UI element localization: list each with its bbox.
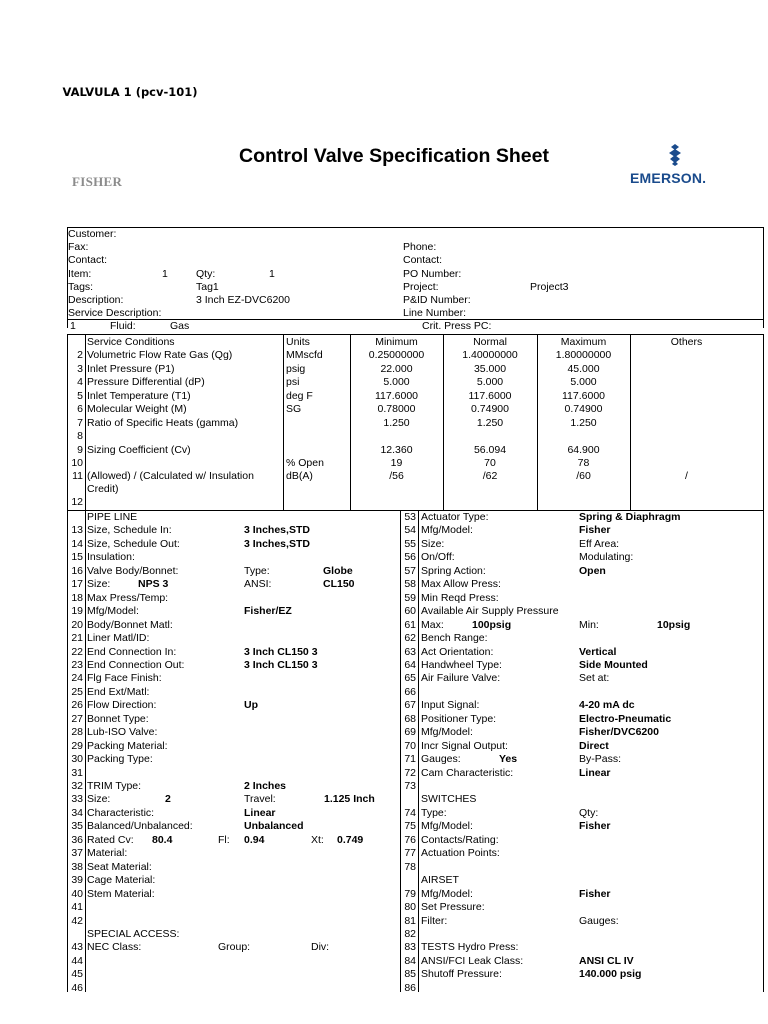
field-label: Material: [87,847,128,860]
field-label: Packing Type: [87,753,153,766]
field-label: Max: [421,618,444,631]
row-number: 13 [71,524,83,537]
field-label: Set Pressure: [421,901,485,914]
row-number: 55 [404,537,416,550]
field-value: Fisher [579,524,611,537]
field-value: Fisher [579,887,611,900]
field-value: By-Pass: [579,753,622,766]
row-number: 21 [71,632,83,645]
row-number: 28 [71,726,83,739]
minimum-cell: 12.360 [380,444,413,456]
field-value: 4-20 mA dc [579,699,635,712]
row-number: 85 [404,968,416,981]
row-number: 56 [404,551,416,564]
row-number: 81 [404,914,416,927]
tags-label: Tags: [68,281,94,293]
row-number: 12 [71,496,83,508]
field-value: Type: [244,564,270,577]
row-number: 41 [71,901,83,914]
row-number: 20 [71,618,83,631]
emerson-logo: EMERSON. [630,170,707,186]
minimum-cell: 0.78000 [377,403,416,415]
normal-cell: /62 [482,470,498,482]
field-value: 0.94 [244,833,265,846]
service-condition-label: Inlet Temperature (T1) [87,390,191,402]
row-number: 70 [404,739,416,752]
row-number: 82 [404,927,416,940]
document-heading: VALVULA 1 (pcv-101) [62,85,198,99]
field-label: PIPE LINE [87,511,138,523]
row-number: 14 [71,537,83,550]
row-number: 61 [404,618,416,631]
sheet-title: Control Valve Specification Sheet [239,145,549,167]
field-value: Side Mounted [579,658,648,671]
row-number: 33 [71,793,83,806]
field-label: Input Signal: [421,699,480,712]
minimum-cell: 5.000 [383,376,410,388]
field-label: Mfg/Model: [87,605,139,618]
row-number: 9 [77,444,83,456]
item-value: 1 [162,268,168,280]
field-value: 2 Inches [244,780,287,792]
field-label: Min Reqd Press: [421,591,499,604]
service-condition-label: Pressure Differential (dP) [87,376,205,388]
minimum-cell: 19 [390,457,403,469]
project-label: Project: [403,281,439,293]
field-label: Handwheel Type: [421,658,502,671]
row-number: 3 [77,363,83,375]
row-number: 31 [71,766,83,779]
field-label: Mfg/Model: [421,887,473,900]
field-value: CL150 [323,578,355,591]
normal-cell: 70 [484,457,496,469]
row-number: 30 [71,753,83,766]
field-label: Bonnet Type: [87,712,149,725]
field-label: End Ext/Matl: [87,685,150,698]
field-value: Open [579,564,606,577]
field-label: Size: [421,537,445,550]
field-label: Incr Signal Output: [421,739,508,752]
item-label: Item: [68,268,92,280]
row-number: 86 [404,981,416,994]
field-label: Size: [87,578,111,591]
field-label: TESTS Hydro Press: [421,941,519,954]
maximum-cell: 1.250 [570,417,597,429]
maximum-cell: 0.74900 [564,403,603,415]
field-label: Spring Action: [421,564,486,577]
service-condition-label: Ratio of Specific Heats (gamma) [87,417,239,429]
field-label: Mfg/Model: [421,726,473,739]
field-label: SWITCHES [421,793,477,806]
row-number: 25 [71,685,83,698]
field-label: On/Off: [421,551,455,564]
maximum-cell: /60 [576,470,591,482]
fisher-logo: FISHER [72,174,123,189]
field-value: Travel: [244,793,276,806]
field-value: Fisher [579,820,611,833]
field-value: 1.125 Inch [324,793,375,806]
service-condition-label: Sizing Coefficient (Cv) [87,444,191,456]
normal-cell: 0.74900 [471,403,509,415]
service-condition-label: Volumetric Flow Rate Gas (Qg) [87,349,233,361]
row-number: 35 [71,820,83,833]
field-label: Bench Range: [421,632,488,645]
field-label: Rated Cv: [87,833,134,846]
field-label: Seat Material: [87,860,152,873]
xt-label: Xt: [311,833,324,846]
row-number: 67 [404,699,416,712]
field-label: Contacts/Rating: [421,833,499,846]
row-number: 66 [404,685,416,698]
row-number: 59 [404,591,416,604]
row-number: 40 [71,887,83,900]
field-label: Mfg/Model: [421,524,473,537]
units-cell: % Open [286,457,324,469]
field-value: 80.4 [152,833,173,846]
row-number: 4 [77,376,83,388]
field-value: 100psig [472,618,512,631]
normal-cell: 35.000 [473,363,507,375]
col-header-minimum: Minimum [375,336,418,348]
field-value: Modulating: [579,551,634,564]
row-number: 54 [404,524,416,537]
field-value: Qty: [579,806,599,819]
field-value: 3 Inch CL150 3 [244,645,318,658]
field-value: Vertical [579,645,617,658]
field-label: SPECIAL ACCESS: [87,927,180,940]
maximum-cell: 5.000 [570,376,597,388]
field-value: ANSI: [244,578,272,591]
field-label: Size, Schedule Out: [87,537,180,550]
row-number: 17 [71,578,83,591]
row-number: 23 [71,658,83,671]
div-label: Div: [311,941,330,954]
fax-label: Fax: [68,241,89,253]
row-number: 16 [71,564,83,577]
row-number: 68 [404,712,416,725]
project-value: Project3 [530,281,569,293]
row-number: 77 [404,847,416,860]
field-label: NEC Class: [87,941,142,954]
field-value: Globe [323,564,353,577]
row-number: 8 [77,430,83,442]
service-description-label: Service Description: [68,307,162,319]
maximum-cell: 78 [577,457,590,469]
row-number: 39 [71,874,83,887]
phone-label: Phone: [403,241,437,253]
row-number: 5 [77,390,83,402]
field-label: Lub-ISO Valve: [87,726,158,739]
col-header-service: Service Conditions [87,336,175,348]
service-condition-label: Molecular Weight (M) [87,403,187,415]
maximum-cell: 45.000 [567,363,600,375]
row-number: 38 [71,860,83,873]
row-number: 75 [404,820,416,833]
field-value: ANSI CL IV [579,954,634,967]
description-label: Description: [68,294,124,306]
field-label: Gauges: [421,753,461,766]
field-label: Insulation: [87,551,135,564]
others-cell: / [685,470,688,482]
field-value: Unbalanced [244,820,304,833]
po-number-label: PO Number: [403,268,462,280]
units-cell: dB(A) [286,470,313,482]
field-value: Fisher/EZ [244,605,292,618]
description-value: 3 Inch EZ-DVC6200 [196,294,290,306]
field-value: Fisher/DVC6200 [579,726,659,739]
contact2-label: Contact: [403,254,443,266]
row-number: 19 [71,605,83,618]
row-number: 71 [404,753,416,766]
field-value: 3 Inches,STD [244,537,310,550]
field-label: Max Press/Temp: [87,591,169,604]
normal-cell: 1.40000000 [462,349,518,361]
field-value: NPS 3 [138,578,169,591]
row-number: 83 [404,941,416,954]
maximum-cell: 117.6000 [561,390,605,402]
field-label: Stem Material: [87,887,155,900]
qty-value: 1 [269,268,275,280]
row-number: 44 [71,954,83,967]
minimum-cell: /56 [389,470,404,482]
field-label: Packing Material: [87,739,168,752]
field-label: Air Failure Valve: [421,672,501,685]
field-label: End Connection Out: [87,658,185,671]
crit-press-label: Crit. Press PC: [422,320,492,332]
field-label: Act Orientation: [421,645,494,658]
field-label: Actuator Type: [421,511,489,523]
row-number: 64 [404,658,416,671]
field-label: Available Air Supply Pressure [421,605,559,618]
minimum-cell: 117.6000 [374,390,418,402]
service-condition-label: Inlet Pressure (P1) [87,363,175,375]
field-label: Type: [421,806,447,819]
row-number: 46 [71,981,83,994]
field-value: Gauges: [579,914,619,927]
qty-label: Qty: [196,268,216,280]
field-label: Balanced/Unbalanced: [87,820,193,833]
contact-label: Contact: [68,254,108,266]
emerson-diamond-icon [664,143,686,167]
field-value: Eff Area: [579,537,620,550]
normal-cell: 1.250 [476,417,504,429]
units-cell: psig [286,363,306,375]
row-number: 76 [404,833,416,846]
row-number: 80 [404,901,416,914]
row-number: 15 [71,551,83,564]
row-number: 29 [71,739,83,752]
row-number: 18 [71,591,83,604]
col-header-others: Others [670,336,703,348]
field-label: ANSI/FCI Leak Class: [421,954,524,967]
minimum-cell: 0.25000000 [368,349,425,361]
row-number: 34 [71,806,83,819]
row-number: 11 [72,470,83,482]
field-label: Valve Body/Bonnet: [87,564,179,577]
field-value: Spring & Diaphragm [579,511,681,523]
group-label: Group: [218,941,251,954]
row-number: 72 [404,766,416,779]
row-number: 22 [71,645,83,658]
row-number: 7 [77,417,83,429]
row-number: 10 [71,457,83,469]
row-number: 2 [77,349,83,361]
row-number: 45 [71,968,83,981]
field-label: TRIM Type: [87,780,142,792]
field-value: Direct [579,739,609,752]
row-number: 43 [71,941,83,954]
normal-cell: 5.000 [476,376,504,388]
minimum-cell: 22.000 [380,363,413,375]
field-label: Size, Schedule In: [87,524,172,537]
field-label: End Connection In: [87,645,177,658]
field-label: AIRSET [421,874,459,887]
field-value: 0.749 [337,833,364,846]
service-condition-label: Credit) [87,483,119,495]
row-number: 26 [71,699,83,712]
row-number: 69 [404,726,416,739]
field-label: Cage Material: [87,874,156,887]
row-number: 42 [71,914,83,927]
field-value: 10psig [657,618,691,631]
field-value: Electro-Pneumatic [579,712,672,725]
row-number: 1 [70,320,76,332]
row-number: 74 [404,806,416,819]
units-cell: MMscfd [286,349,323,361]
row-number: 32 [71,780,83,792]
field-label: Liner Matl/ID: [87,632,150,645]
units-cell: SG [286,403,302,415]
field-value: 3 Inches,STD [244,524,310,537]
field-label: Cam Characteristic: [421,766,514,779]
field-value: Linear [244,806,276,819]
line-number-label: Line Number: [403,307,467,319]
field-value: Set at: [579,672,610,685]
row-number: 6 [77,403,83,415]
row-number: 58 [404,578,416,591]
row-number: 65 [404,672,416,685]
fluid-value: Gas [170,320,190,332]
fl-label: Fl: [218,833,230,846]
field-value: Min: [579,618,599,631]
row-number: 37 [71,847,83,860]
field-value: 3 Inch CL150 3 [244,658,318,671]
field-label: Size: [87,793,111,806]
field-value: Yes [499,753,518,766]
field-label: Flg Face Finish: [87,672,162,685]
field-label: Max Allow Press: [421,578,501,591]
field-label: Characteristic: [87,806,155,819]
row-number: 24 [71,672,83,685]
maximum-cell: 1.80000000 [555,349,612,361]
row-number: 78 [404,860,416,873]
field-label: Body/Bonnet Matl: [87,618,173,631]
col-header-maximum: Maximum [560,336,607,348]
field-value: 2 [165,793,171,806]
field-value: Up [244,699,258,712]
row-number: 73 [404,780,416,792]
field-label: Mfg/Model: [421,820,473,833]
field-label: Actuation Points: [421,847,500,860]
service-condition-label: (Allowed) / (Calculated w/ Insulation [87,470,254,482]
units-cell: psi [286,376,300,388]
field-value: 140.000 psig [579,968,642,981]
row-number: 53 [404,511,416,523]
normal-cell: 56.094 [473,444,507,456]
field-value: Linear [579,766,611,779]
field-label: Positioner Type: [421,712,497,725]
col-header-units: Units [286,336,310,348]
row-number: 27 [71,712,83,725]
customer-label: Customer: [68,228,117,240]
row-number: 84 [404,954,416,967]
tags-value: Tag1 [196,281,219,293]
fluid-label: Fluid: [110,320,136,332]
pid-number-label: P&ID Number: [403,294,471,306]
field-label: Filter: [421,914,448,927]
col-header-normal: Normal [473,336,507,348]
normal-cell: 117.6000 [468,390,512,402]
field-label: Flow Direction: [87,699,157,712]
row-number: 57 [404,564,416,577]
minimum-cell: 1.250 [383,417,410,429]
field-label: Shutoff Pressure: [421,968,502,981]
row-number: 60 [404,605,416,618]
row-number: 79 [404,887,416,900]
row-number: 63 [404,645,416,658]
row-number: 62 [404,632,416,645]
row-number: 36 [71,833,83,846]
maximum-cell: 64.900 [567,444,600,456]
units-cell: deg F [286,390,313,402]
